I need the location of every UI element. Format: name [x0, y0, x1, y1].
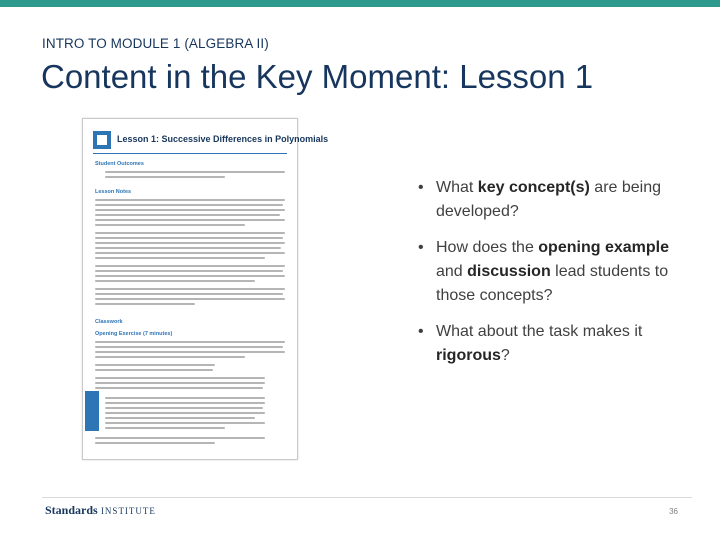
document-text-line — [95, 442, 215, 444]
document-text-line — [95, 237, 283, 239]
document-text-line — [105, 422, 265, 424]
document-text-line — [105, 402, 265, 404]
document-text-line — [95, 341, 285, 343]
document-text-line — [95, 351, 285, 353]
document-text-line — [95, 356, 245, 358]
document-text-line — [95, 242, 285, 244]
document-text-line — [95, 214, 280, 216]
bullet-key-concepts: • What key concept(s) are being developed? — [420, 176, 700, 224]
bullet-rigor: • What about the task makes it rigorous? — [420, 320, 700, 368]
top-accent-bar — [0, 0, 720, 7]
document-text-line — [95, 224, 245, 226]
lesson-document-thumbnail — [82, 118, 329, 460]
discussion-questions — [420, 176, 700, 380]
document-text-line — [105, 407, 263, 409]
document-text-line — [95, 265, 285, 267]
document-text-line — [95, 387, 263, 389]
document-text-line — [95, 275, 285, 277]
document-text-line — [95, 247, 281, 249]
document-text-line — [95, 298, 285, 300]
document-text-line — [105, 412, 265, 414]
document-text-line — [95, 346, 283, 348]
document-text-line — [95, 199, 285, 201]
document-text-line — [105, 417, 255, 419]
document-section-heading: Opening Exercise (7 minutes) — [95, 331, 173, 337]
document-text-line — [95, 288, 285, 290]
document-title: Lesson 1: Successive Differences in Polynomials — [117, 134, 329, 144]
document-text-line — [95, 204, 283, 206]
slide-kicker: INTRO TO MODULE 1 (ALGEBRA II) — [42, 36, 269, 51]
document-section-heading: Student Outcomes — [95, 161, 144, 167]
slide-title: Content in the Key Moment: Lesson 1 — [41, 58, 594, 95]
document-text-line — [95, 369, 213, 371]
document-text-line — [95, 280, 255, 282]
document-text-line — [95, 437, 265, 439]
document-text-line — [95, 232, 285, 234]
document-logo-icon — [93, 131, 111, 149]
document-section-heading: Lesson Notes — [95, 189, 132, 195]
document-margin-tag — [85, 391, 99, 431]
bullet-opening-discussion: • How does the opening example and discussion lead students to those concepts? — [420, 236, 700, 308]
document-text-line — [95, 219, 285, 221]
document-text-line — [95, 257, 265, 259]
document-text-line — [105, 427, 225, 429]
document-text-line — [105, 176, 225, 178]
document-text-line — [95, 293, 283, 295]
document-text-line — [95, 303, 195, 305]
page-number: 36 — [669, 507, 678, 516]
document-text-line — [95, 377, 265, 379]
document-text-line — [95, 252, 285, 254]
document-text-line — [95, 270, 283, 272]
document-text-line — [105, 171, 285, 173]
standards-institute-logo: Standards INSTITUTE — [45, 503, 156, 517]
document-section-heading: Classwork — [95, 319, 123, 325]
document-text-line — [95, 364, 215, 366]
footer-divider — [42, 497, 692, 498]
document-text-line — [95, 382, 265, 384]
document-text-line — [95, 209, 285, 211]
document-header — [93, 129, 329, 154]
document-text-line — [105, 397, 265, 399]
